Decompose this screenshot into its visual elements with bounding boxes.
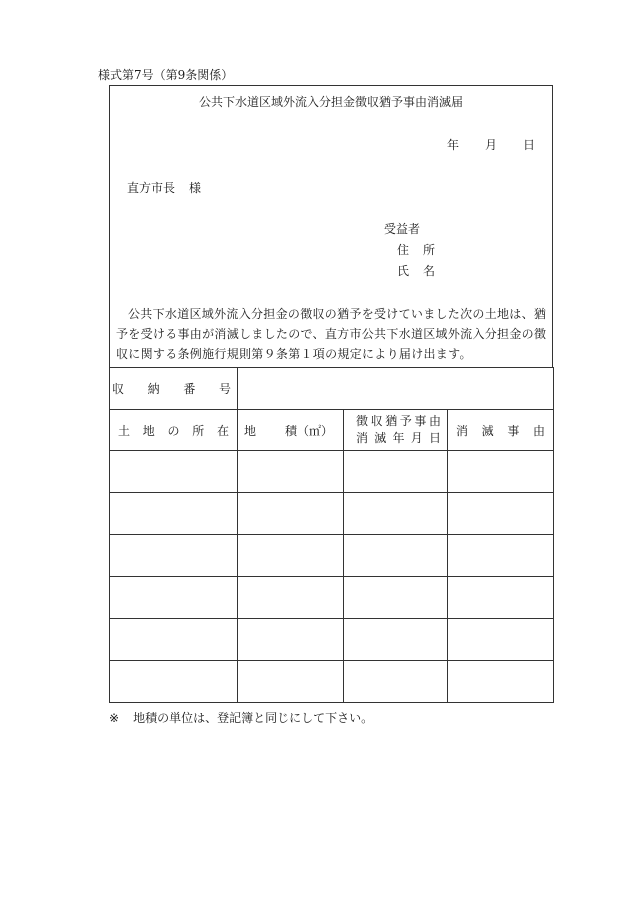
receipt-number-input[interactable] xyxy=(238,368,554,410)
notification-frame xyxy=(109,85,553,368)
addressee xyxy=(127,179,201,196)
table-row xyxy=(110,451,554,493)
header-area-unit: （㎡） xyxy=(296,423,333,438)
header-location: 土 地 の 所 在 xyxy=(110,410,238,451)
row-date-cell[interactable] xyxy=(344,661,448,703)
form-number: 様式第7号（第9条関係） xyxy=(98,68,234,82)
row-reason-cell[interactable] xyxy=(448,535,554,577)
row-area-cell[interactable] xyxy=(238,493,344,535)
addressee-name: 直方市長 xyxy=(127,181,176,195)
column-header-row xyxy=(110,410,554,451)
header-reason-line1: 徴 収 猶 予 事 由 xyxy=(356,414,441,428)
receipt-number-label-cell xyxy=(110,368,238,410)
row-date-cell[interactable] xyxy=(344,619,448,661)
row-location-cell[interactable] xyxy=(110,535,238,577)
footnote-mark: ※ xyxy=(109,711,120,725)
row-location-cell[interactable] xyxy=(110,619,238,661)
table-row xyxy=(110,619,554,661)
addressee-honorific: 様 xyxy=(189,181,202,195)
header-reason-date xyxy=(344,410,448,451)
row-date-cell[interactable] xyxy=(344,493,448,535)
applicant-name-label: 氏名 xyxy=(397,264,450,278)
header-area xyxy=(238,410,344,451)
applicant-address-label: 住所 xyxy=(397,243,450,257)
row-reason-cell[interactable] xyxy=(448,661,554,703)
row-location-cell[interactable] xyxy=(110,577,238,619)
header-extinction-reason: 消 滅 事 由 xyxy=(448,410,554,451)
notification-body: 公共下水道区域外流入分担金の徴収の猶予を受けていました次の土地は、猶予を受ける事由が消滅しましたので、直方市公共下水道区域外流入分担金の徴収に関する条例施行規則第９条第１項の規定により届け出ます。 xyxy=(116,307,547,361)
header-reason-line2: 消 滅 年 月 日 xyxy=(356,431,441,445)
table-row xyxy=(110,577,554,619)
table-row xyxy=(110,535,554,577)
row-area-cell[interactable] xyxy=(238,535,344,577)
row-date-cell[interactable] xyxy=(344,577,448,619)
year-label: 年 xyxy=(446,138,459,152)
day-label: 日 xyxy=(522,138,535,152)
footnote xyxy=(109,709,373,726)
row-location-cell[interactable] xyxy=(110,451,238,493)
receipt-number-label: 収 納 番 号 xyxy=(112,382,231,396)
land-table xyxy=(109,367,554,703)
table-row xyxy=(110,661,554,703)
row-date-cell[interactable] xyxy=(344,535,448,577)
document-title: 公共下水道区域外流入分担金徴収猶予事由消滅届 xyxy=(198,95,463,109)
row-area-cell[interactable] xyxy=(238,577,344,619)
receipt-number-row xyxy=(110,368,554,410)
row-reason-cell[interactable] xyxy=(448,493,554,535)
applicant-block xyxy=(384,219,449,282)
table-row xyxy=(110,493,554,535)
header-area-main: 地 積 xyxy=(244,423,297,438)
date-line xyxy=(447,136,535,153)
row-reason-cell[interactable] xyxy=(448,577,554,619)
row-area-cell[interactable] xyxy=(238,619,344,661)
row-location-cell[interactable] xyxy=(110,493,238,535)
row-area-cell[interactable] xyxy=(238,661,344,703)
row-area-cell[interactable] xyxy=(238,451,344,493)
row-location-cell[interactable] xyxy=(110,661,238,703)
row-date-cell[interactable] xyxy=(344,451,448,493)
row-reason-cell[interactable] xyxy=(448,451,554,493)
row-reason-cell[interactable] xyxy=(448,619,554,661)
month-label: 月 xyxy=(484,138,497,152)
applicant-role-label: 受益者 xyxy=(384,222,421,236)
footnote-text: 地積の単位は、登記簿と同じにして下さい。 xyxy=(133,711,374,725)
